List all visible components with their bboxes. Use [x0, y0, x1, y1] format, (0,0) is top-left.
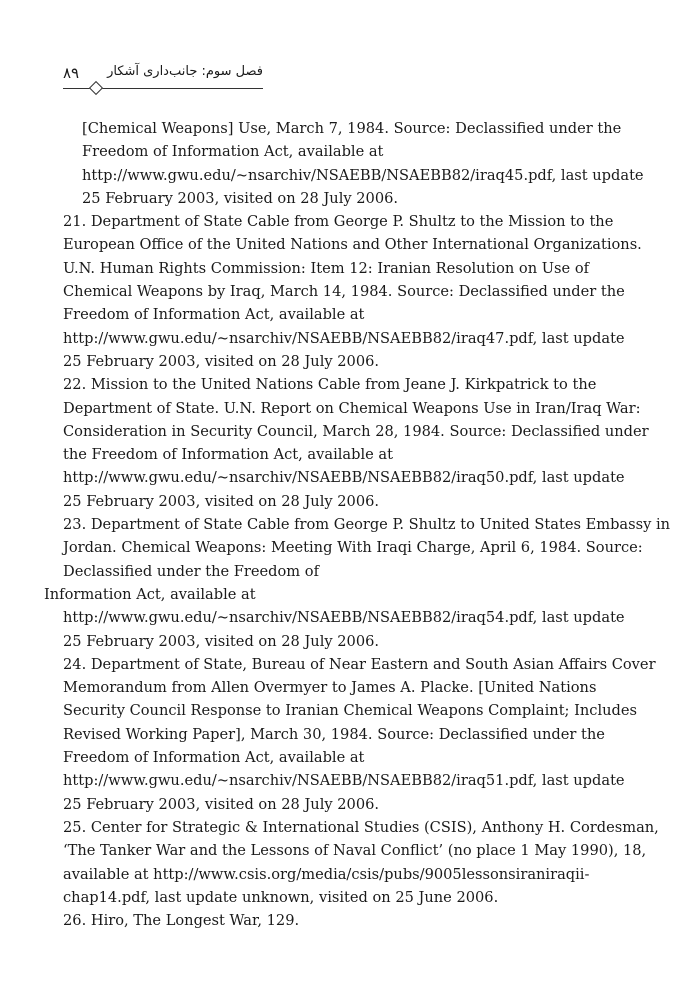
page-header	[63, 62, 263, 88]
endnote-number: 22.	[63, 376, 87, 394]
endnote-line: 26. Hiro, The Longest War, 129.	[63, 912, 300, 930]
endnote-line: 25 February 2003, visited on 28 July 2006.	[63, 632, 380, 650]
endnote-line: Chemical Weapons by Iraq, March 14, 1984. Source: Declassified under the	[63, 283, 625, 301]
endnote-line: Freedom of Information Act, available at	[82, 143, 384, 161]
endnote-line: Department of State. U.N. Report on Chemical Weapons Use in Iran/Iraq War:	[63, 399, 641, 417]
endnote-line: 25 February 2003, visited on 28 July 2006.	[82, 189, 399, 207]
endnote-line: Revised Working Paper], March 30, 1984. Source: Declassified under the	[63, 725, 605, 743]
endnote-line: 25 February 2003, visited on 28 July 2006.	[63, 795, 380, 813]
page-number: ۸۹	[63, 64, 80, 82]
endnote-line: 25 February 2003, visited on 28 July 2006.	[63, 492, 380, 510]
endnote-line: Freedom of Information Act, available at	[63, 306, 365, 324]
endnote-number: 23.	[63, 516, 87, 534]
endnote-entry	[63, 816, 659, 909]
endnote-line: http://www.gwu.edu/~nsarchiv/NSAEBB/NSAEBB82/iraq54.pdf, last update	[63, 609, 625, 627]
chapter-title: فصل سوم: جانب‌داری آشکار	[107, 64, 263, 79]
endnote-line: 25 February 2003, visited on 28 July 2006.	[63, 352, 380, 370]
endnote-line: U.N. Human Rights Commission: Item 12: Iranian Resolution on Use of	[63, 259, 590, 277]
endnote-line: Memorandum from Allen Overmyer to James A. Placke. [United Nations	[63, 679, 597, 697]
endnote-line: European Office of the United Nations and Other International Organizations.	[63, 236, 642, 254]
endnote-line: chap14.pdf, last update unknown, visited on 25 June 2006.	[63, 888, 499, 906]
endnote-line: http://www.gwu.edu/~nsarchiv/NSAEBB/NSAEBB82/iraq50.pdf, last update	[63, 469, 625, 487]
endnote-entry	[63, 117, 644, 210]
endnote-entry	[63, 373, 649, 513]
endnote-line: 24. Department of State, Bureau of Near Eastern and South Asian Affairs Cover	[63, 655, 656, 673]
endnote-number: 24.	[63, 655, 87, 673]
endnote-line: the Freedom of Information Act, available at	[63, 446, 393, 464]
endnote-entry	[44, 513, 671, 653]
endnote-line: http://www.gwu.edu/~nsarchiv/NSAEBB/NSAEBB82/iraq47.pdf, last update	[63, 329, 625, 347]
endnote-line: Freedom of Information Act, available at	[63, 749, 365, 767]
endnote-entry	[63, 653, 656, 816]
endnote-line: Consideration in Security Council, March 28, 1984. Source: Declassified under	[63, 422, 649, 440]
endnote-line: 22. Mission to the United Nations Cable from Jeane J. Kirkpatrick to the	[63, 376, 597, 394]
endnotes-list	[44, 117, 671, 932]
endnote-line: Jordan. Chemical Weapons: Meeting With Iraqi Charge, April 6, 1984. Source:	[63, 539, 643, 557]
endnote-entry	[63, 210, 642, 373]
endnote-number: 21.	[63, 213, 87, 231]
endnote-line: [Chemical Weapons] Use, March 7, 1984. Source: Declassified under the	[82, 120, 622, 137]
endnote-line: 23. Department of State Cable from George P. Shultz to United States Embassy in	[63, 516, 671, 534]
endnote-line: http://www.gwu.edu/~nsarchiv/NSAEBB/NSAEBB82/iraq51.pdf, last update	[63, 772, 625, 790]
endnote-line: 21. Department of State Cable from George P. Shultz to the Mission to the	[63, 213, 614, 231]
endnote-number: 26.	[63, 912, 87, 930]
endnote-line: 25. Center for Strategic & International Studies (CSIS), Anthony H. Cordesman,	[63, 818, 659, 836]
endnote-line: ‘The Tanker War and the Lessons of Naval Conflict’ (no place 1 May 1990), 18,	[63, 842, 647, 860]
endnote-line: Information Act, available at	[44, 585, 256, 603]
endnote-number: 25.	[63, 818, 87, 836]
endnote-entry	[63, 909, 638, 932]
diamond-ornament-icon	[89, 81, 103, 95]
endnote-line: available at http://www.csis.org/media/csis/pubs/9005lessonsiraniraqii-	[63, 865, 590, 883]
endnote-line: Security Council Response to Iranian Chemical Weapons Complaint; Includes	[63, 702, 637, 720]
endnote-line: Declassified under the Freedom of	[63, 562, 319, 580]
endnote-line: http://www.gwu.edu/~nsarchiv/NSAEBB/NSAEBB82/iraq45.pdf, last update	[82, 166, 644, 184]
